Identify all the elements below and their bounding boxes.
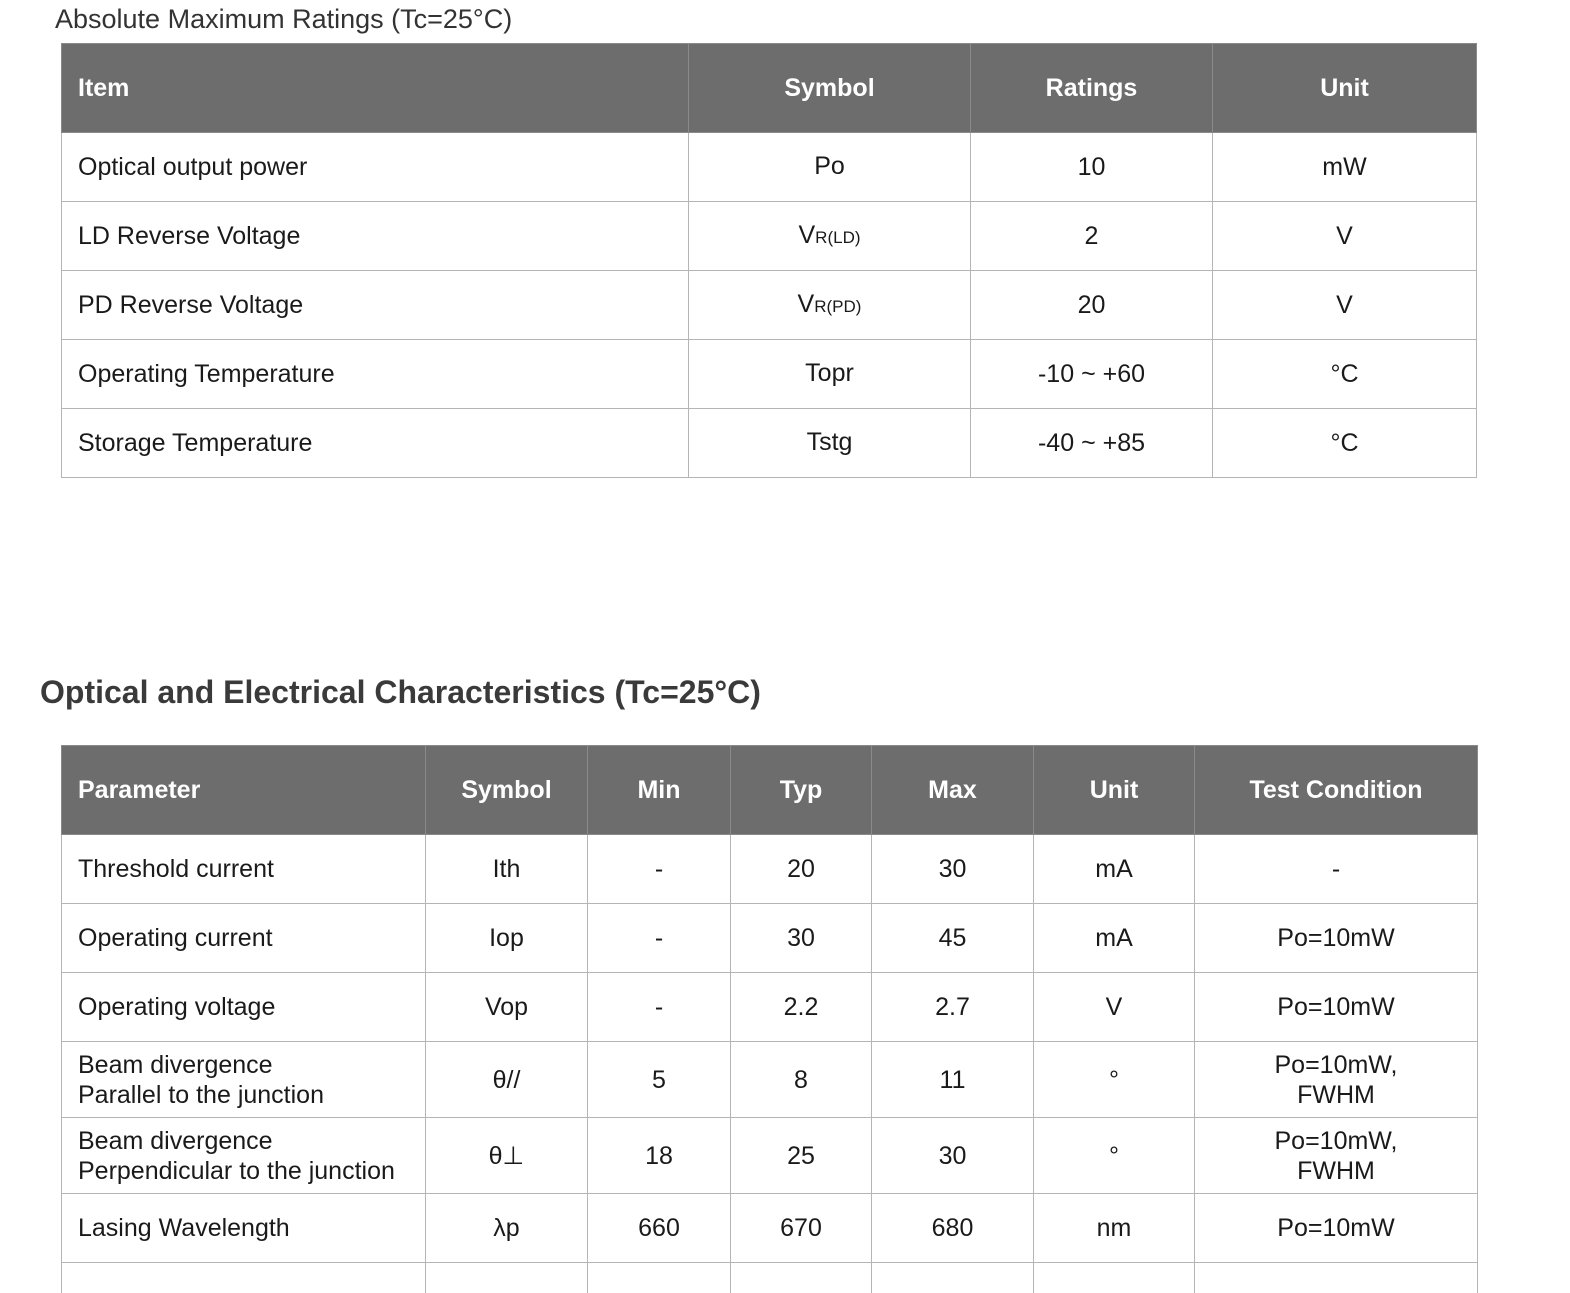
cell-test-condition: Po=10mW, FWHM bbox=[1195, 1042, 1478, 1118]
cell-rating: -10 ~ +60 bbox=[971, 340, 1213, 409]
cell-test-condition: Po=10mW, FWHM bbox=[1195, 1118, 1478, 1194]
table-header-row bbox=[62, 44, 1477, 133]
cell-unit: V bbox=[1213, 202, 1477, 271]
table-row bbox=[62, 271, 1477, 340]
cell-min: - bbox=[588, 973, 731, 1042]
cell-parameter: Beam divergence Perpendicular to the junction bbox=[62, 1118, 426, 1194]
characteristics-title: Optical and Electrical Characteristics (Tc=25°C) bbox=[40, 674, 761, 711]
cell-empty bbox=[731, 1263, 872, 1293]
cell-test-condition: Po=10mW bbox=[1195, 904, 1478, 973]
cell-min: 18 bbox=[588, 1118, 731, 1194]
cell-min: 660 bbox=[588, 1194, 731, 1263]
header-symbol: Symbol bbox=[689, 44, 971, 133]
cell-test-condition: Po=10mW bbox=[1195, 1194, 1478, 1263]
table-row bbox=[62, 835, 1478, 904]
header-min: Min bbox=[588, 746, 731, 835]
cell-typ: 25 bbox=[731, 1118, 872, 1194]
header-symbol: Symbol bbox=[426, 746, 588, 835]
header-ratings: Ratings bbox=[971, 44, 1213, 133]
cell-unit: V bbox=[1034, 973, 1195, 1042]
header-item: Item bbox=[62, 44, 689, 133]
cell-rating: 10 bbox=[971, 133, 1213, 202]
table-row bbox=[62, 133, 1477, 202]
cell-parameter: Operating current bbox=[62, 904, 426, 973]
table-row bbox=[62, 1042, 1478, 1118]
header-unit: Unit bbox=[1213, 44, 1477, 133]
cell-parameter: Beam divergence Parallel to the junction bbox=[62, 1042, 426, 1118]
cell-symbol: Po bbox=[689, 133, 971, 202]
cell-min: 5 bbox=[588, 1042, 731, 1118]
cell-empty bbox=[872, 1263, 1034, 1293]
table-row bbox=[62, 1194, 1478, 1263]
cell-symbol: Ith bbox=[426, 835, 588, 904]
table-header-row bbox=[62, 746, 1478, 835]
cell-symbol: Vop bbox=[426, 973, 588, 1042]
cell-empty bbox=[62, 1263, 426, 1293]
cell-symbol: λp bbox=[426, 1194, 588, 1263]
cell-rating: 20 bbox=[971, 271, 1213, 340]
cell-max: 680 bbox=[872, 1194, 1034, 1263]
header-max: Max bbox=[872, 746, 1034, 835]
cell-symbol: θ⊥ bbox=[426, 1118, 588, 1194]
cell-typ: 2.2 bbox=[731, 973, 872, 1042]
cell-test-condition: - bbox=[1195, 835, 1478, 904]
cell-unit: ° bbox=[1034, 1042, 1195, 1118]
cell-rating: -40 ~ +85 bbox=[971, 409, 1213, 478]
cell-symbol: VR(LD) bbox=[689, 202, 971, 271]
table-row bbox=[62, 409, 1477, 478]
cell-item: Storage Temperature bbox=[62, 409, 689, 478]
absolute-max-ratings-table bbox=[61, 43, 1477, 478]
table-row bbox=[62, 1118, 1478, 1194]
ratings-title: Absolute Maximum Ratings (Tc=25°C) bbox=[55, 4, 512, 35]
table-row-partial bbox=[62, 1263, 1478, 1293]
table-row bbox=[62, 340, 1477, 409]
table-row bbox=[62, 202, 1477, 271]
optical-electrical-characteristics-table bbox=[61, 745, 1478, 1293]
cell-item: PD Reverse Voltage bbox=[62, 271, 689, 340]
cell-symbol: θ// bbox=[426, 1042, 588, 1118]
cell-empty bbox=[588, 1263, 731, 1293]
cell-symbol: Topr bbox=[689, 340, 971, 409]
cell-item: LD Reverse Voltage bbox=[62, 202, 689, 271]
cell-item: Optical output power bbox=[62, 133, 689, 202]
cell-max: 45 bbox=[872, 904, 1034, 973]
cell-test-condition: Po=10mW bbox=[1195, 973, 1478, 1042]
cell-empty bbox=[1034, 1263, 1195, 1293]
cell-parameter: Operating voltage bbox=[62, 973, 426, 1042]
cell-max: 11 bbox=[872, 1042, 1034, 1118]
cell-typ: 30 bbox=[731, 904, 872, 973]
header-parameter: Parameter bbox=[62, 746, 426, 835]
header-typ: Typ bbox=[731, 746, 872, 835]
cell-typ: 20 bbox=[731, 835, 872, 904]
header-unit: Unit bbox=[1034, 746, 1195, 835]
cell-max: 30 bbox=[872, 1118, 1034, 1194]
cell-min: - bbox=[588, 904, 731, 973]
table-row bbox=[62, 973, 1478, 1042]
cell-unit: V bbox=[1213, 271, 1477, 340]
cell-symbol: VR(PD) bbox=[689, 271, 971, 340]
cell-unit: mA bbox=[1034, 835, 1195, 904]
cell-min: - bbox=[588, 835, 731, 904]
cell-unit: mW bbox=[1213, 133, 1477, 202]
cell-unit: mA bbox=[1034, 904, 1195, 973]
cell-rating: 2 bbox=[971, 202, 1213, 271]
cell-typ: 8 bbox=[731, 1042, 872, 1118]
cell-unit: nm bbox=[1034, 1194, 1195, 1263]
cell-empty bbox=[1195, 1263, 1478, 1293]
cell-typ: 670 bbox=[731, 1194, 872, 1263]
cell-max: 30 bbox=[872, 835, 1034, 904]
cell-symbol: Iop bbox=[426, 904, 588, 973]
header-test-condition: Test Condition bbox=[1195, 746, 1478, 835]
cell-empty bbox=[426, 1263, 588, 1293]
cell-symbol: Tstg bbox=[689, 409, 971, 478]
cell-parameter: Threshold current bbox=[62, 835, 426, 904]
cell-unit: °C bbox=[1213, 340, 1477, 409]
cell-unit: ° bbox=[1034, 1118, 1195, 1194]
table-row bbox=[62, 904, 1478, 973]
cell-max: 2.7 bbox=[872, 973, 1034, 1042]
cell-unit: °C bbox=[1213, 409, 1477, 478]
cell-item: Operating Temperature bbox=[62, 340, 689, 409]
cell-parameter: Lasing Wavelength bbox=[62, 1194, 426, 1263]
